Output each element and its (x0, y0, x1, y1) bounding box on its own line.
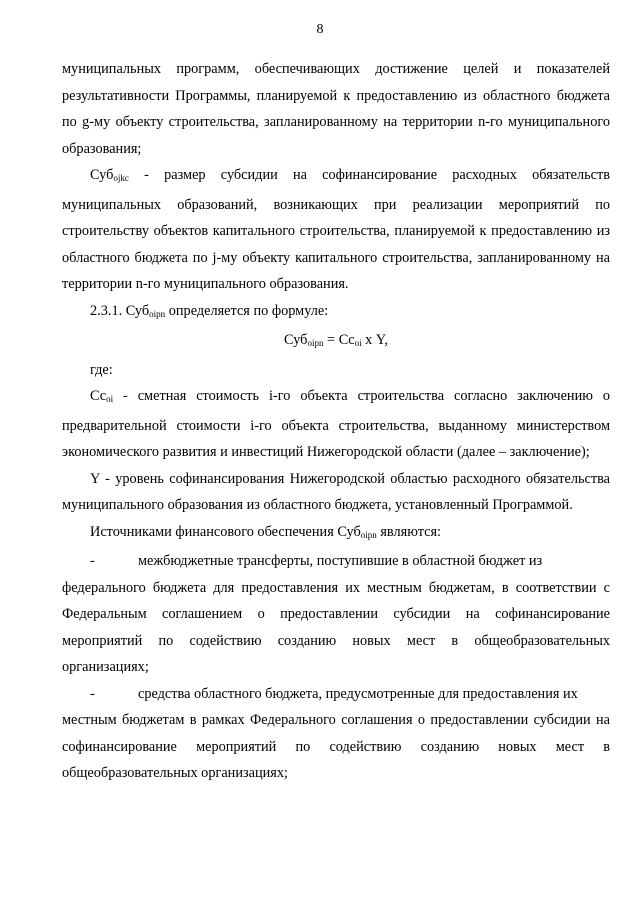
list-marker: - (90, 685, 95, 702)
subscript: oipn (360, 529, 377, 540)
list-marker: - (90, 553, 95, 569)
formula (62, 327, 610, 357)
definition-text: - сметная стоимость i-го объекта строительства согласно заключению о предварительной стоимости i-го объекта строительства, выданному министерством экономического развития и инвестиций Нижегородской области (далее – заключение); (62, 388, 610, 460)
text: Источниками финансового обеспечения Суб (90, 523, 361, 540)
text: определяется по формуле: (165, 302, 329, 319)
text: 2.3.1. Суб (90, 302, 150, 319)
document-body (62, 56, 610, 787)
paragraph-4 (62, 383, 610, 466)
text: являются: (376, 523, 442, 540)
list-item-first-line: межбюджетные трансферты, поступившие в областной бюджет из (138, 553, 543, 569)
subscript: oipn (149, 308, 166, 319)
paragraph-2 (62, 162, 610, 298)
term: Сс (90, 388, 107, 404)
paragraph-3 (62, 298, 610, 328)
definition-text: - размер субсидии на софинансирование расходных обязательств муниципальных образований, возникающих при реализации мероприятий по строительству объектов капитального строительства, планируемой к предоставлению из областного бюджета по j-му объекту капитального строительства, запланированному на территории n-го муниципального образования. (62, 167, 610, 292)
where-label: где: (90, 361, 113, 378)
paragraph-5: Y - уровень софинансирования Нижегородской областью расходного обязательства муниципального образования из областного бюджета, установленный Программой. (62, 470, 610, 513)
list-item-continuation: федерального бюджета для предоставления их местным бюджетам, в соответствии с Федеральным соглашением о предоставлении субсидии на софинансирование мероприятий по содействию созданию новых мест в общеобразовательных организациях; (62, 579, 610, 675)
list-item-continuation: местным бюджетам в рамках Федерального соглашения о предоставлении субсидии на софинансирование мероприятий по содействию созданию новых мест в общеобразовательных организациях; (62, 712, 610, 781)
formula-left: Суб (284, 332, 308, 348)
list-item (62, 548, 610, 681)
page-number: 8 (316, 22, 324, 37)
list-item (62, 681, 610, 787)
term-subscript: ojkc (113, 173, 129, 183)
list-item-first-line: средства областного бюджета, предусмотренные для предоставления их (138, 685, 578, 702)
formula-mid-subscript: oi (354, 338, 362, 348)
term: Суб (90, 167, 114, 183)
formula-mid: = Cc (323, 332, 355, 348)
term-subscript: oi (106, 394, 114, 404)
paragraph-1: муниципальных программ, обеспечивающих достижение целей и показателей результативности Программы, планируемой к предоставлению из областного бюджета по g-му объекту строительства, запланированному на территории n-го муниципального образования; (62, 61, 610, 157)
paragraph-6 (62, 519, 610, 549)
formula-left-subscript: oipn (307, 338, 324, 348)
formula-right: х Y, (361, 332, 388, 348)
